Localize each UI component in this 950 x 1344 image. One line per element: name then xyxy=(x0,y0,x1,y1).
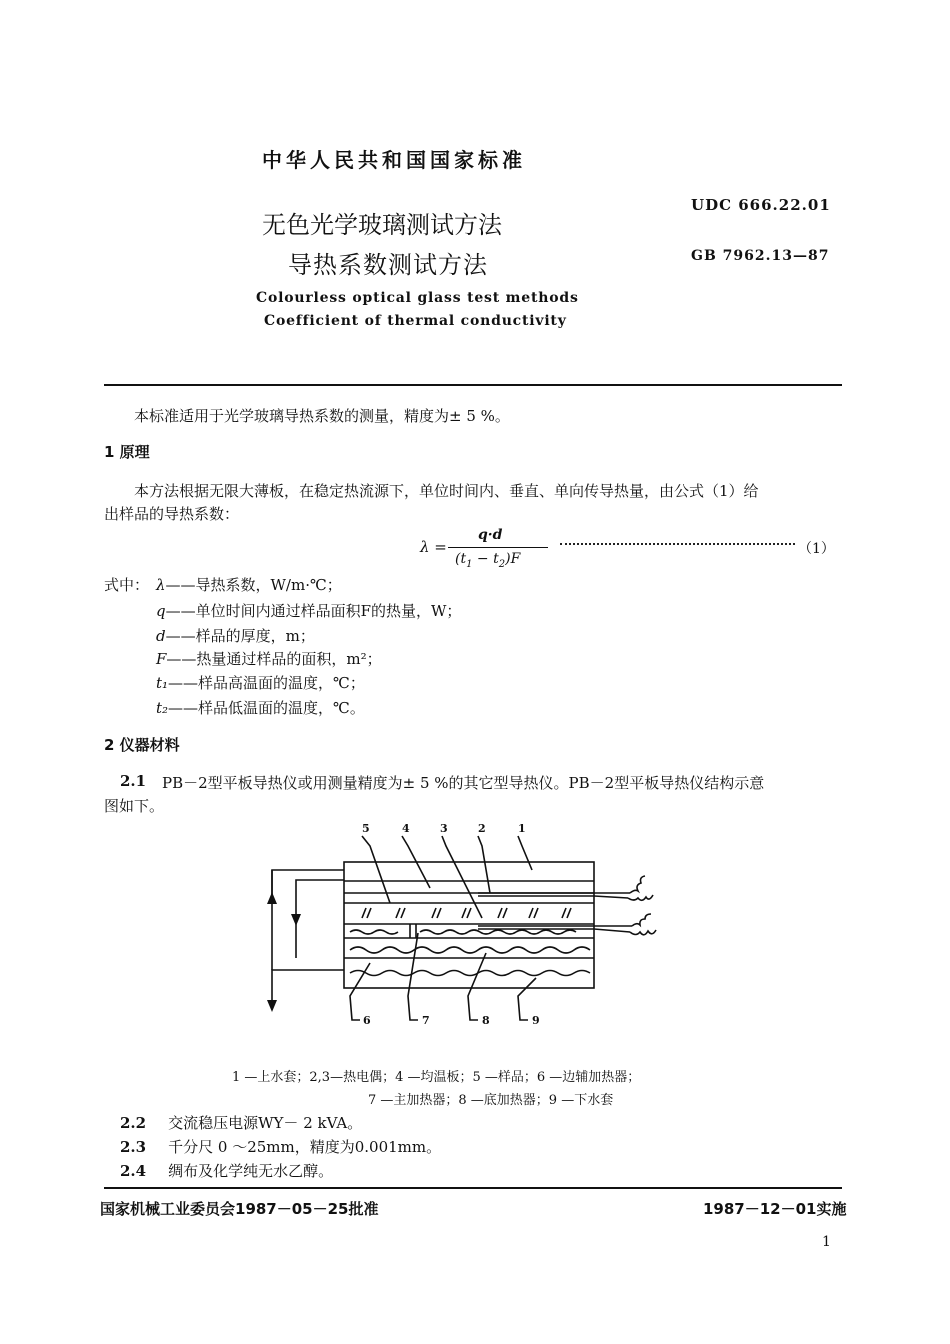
clause-number: 2.3 xyxy=(120,1138,147,1156)
var-desc: ——单位时间内通过样品面积F的热量，W； xyxy=(165,602,462,620)
var-symbol: t₁ xyxy=(156,674,169,692)
page-number: 1 xyxy=(822,1234,831,1250)
diagram-label-5: 5 xyxy=(362,822,370,835)
diagram-caption-line2: 7 —主加热器；8 —底加热器；9 —下水套 xyxy=(368,1093,614,1108)
gb-code: GB 7962.13—87 xyxy=(691,248,830,264)
formula-denominator: $(t_1 - t_2)F$ xyxy=(455,551,521,570)
clause-2-1-line2: 图如下。 xyxy=(104,797,165,815)
var-desc: ——热量通过样品的面积，m²； xyxy=(166,650,382,668)
diagram-label-6: 6 xyxy=(363,1014,371,1027)
formula-den-close: )F xyxy=(505,551,521,567)
flow-arrow-up-icon xyxy=(267,892,277,904)
formula-den-t1: t xyxy=(460,551,467,567)
formula-lhs: λ = xyxy=(420,538,447,556)
diagram-caption-line1: 1 —上水套；2,3—热电偶；4 —均温板；5 —样品；6 —边辅加热器； xyxy=(232,1070,641,1085)
udc-code: UDC 666.22.01 xyxy=(691,196,831,214)
diagram-label-1: 1 xyxy=(518,822,526,835)
section-1-para-line2: 出样品的导热系数： xyxy=(104,505,240,523)
footer-rule xyxy=(104,1187,842,1189)
diagram-label-2: 2 xyxy=(478,822,486,835)
doc-title-line2: 导热系数测试方法 xyxy=(288,251,488,279)
formula-den-minus: − xyxy=(472,551,494,567)
clause-2-1-line1: PB－2型平板导热仪或用测量精度为± 5 %的其它型导热仪。PB－2型平板导热仪结构示意 xyxy=(162,774,765,792)
var-row xyxy=(156,672,365,693)
effective-date: 1987－12－01实施 xyxy=(703,1200,847,1218)
diagram-label-3: 3 xyxy=(440,822,448,835)
formula-numerator: q·d xyxy=(478,527,503,543)
standard-title: 中华人民共和国国家标准 xyxy=(262,148,526,172)
clause-2-3 xyxy=(120,1136,441,1157)
var-symbol: q xyxy=(156,602,166,620)
diagram-label-8: 8 xyxy=(482,1014,490,1027)
clause-number: 2.2 xyxy=(120,1114,147,1132)
var-desc: ——样品低温面的温度，℃。 xyxy=(168,699,365,717)
doc-title-line1: 无色光学玻璃测试方法 xyxy=(262,211,502,239)
var-symbol: F xyxy=(156,650,167,668)
var-row xyxy=(156,625,315,646)
clause-text: 绸布及化学纯无水乙醇。 xyxy=(168,1162,334,1180)
doc-title-en-line2: Coefficient of thermal conductivity xyxy=(264,313,567,329)
flow-arrow-out-icon xyxy=(267,1000,277,1012)
formula-den-sub2: 2 xyxy=(498,558,506,570)
clause-2-4 xyxy=(120,1160,333,1181)
formula-den-t2: t xyxy=(493,551,499,567)
diagram-label-9: 9 xyxy=(532,1014,540,1027)
header-rule xyxy=(104,384,842,386)
where-label: 式中： xyxy=(104,576,150,594)
section-1-heading: 1 原理 xyxy=(104,443,150,461)
var-row xyxy=(156,697,365,718)
var-symbol: λ xyxy=(156,576,166,594)
clause-2-1-number: 2.1 xyxy=(120,772,147,790)
section-2-heading: 2 仪器材料 xyxy=(104,736,180,754)
scope-text: 本标准适用于光学玻璃导热系数的测量，精度为± 5 %。 xyxy=(134,407,510,425)
var-symbol: t₂ xyxy=(156,699,169,717)
clause-text: 交流稳压电源WY－ 2 kVA。 xyxy=(168,1114,363,1132)
clause-2-2 xyxy=(120,1112,362,1133)
var-row xyxy=(156,648,382,669)
formula-den-sub1: 1 xyxy=(466,558,473,570)
formula-leader-dots xyxy=(560,542,795,545)
approval-date: 国家机械工业委员会1987－05－25批准 xyxy=(100,1200,379,1218)
doc-title-en-line1: Colourless optical glass test methods xyxy=(256,290,579,306)
var-symbol: d xyxy=(156,627,166,645)
formula-fraction-bar xyxy=(448,547,548,548)
clause-number: 2.4 xyxy=(120,1162,147,1180)
var-desc: ——导热系数，W/m·℃； xyxy=(165,576,342,594)
diagram-label-4: 4 xyxy=(402,822,410,835)
clause-text: 千分尺 0 ～25mm，精度为0.001mm。 xyxy=(168,1138,442,1156)
flow-arrow-down-icon xyxy=(291,914,301,926)
var-row xyxy=(156,600,461,621)
var-row xyxy=(156,574,342,595)
thermal-conductivity-apparatus-diagram xyxy=(250,818,690,1036)
formula-number: （1） xyxy=(798,541,835,557)
var-desc: ——样品的厚度，m； xyxy=(165,627,315,645)
section-1-para-line1: 本方法根据无限大薄板，在稳定热流源下，单位时间内、垂直、单向传导热量，由公式（1）给 xyxy=(134,482,759,500)
var-desc: ——样品高温面的温度，℃； xyxy=(168,674,365,692)
diagram-label-7: 7 xyxy=(422,1014,430,1027)
